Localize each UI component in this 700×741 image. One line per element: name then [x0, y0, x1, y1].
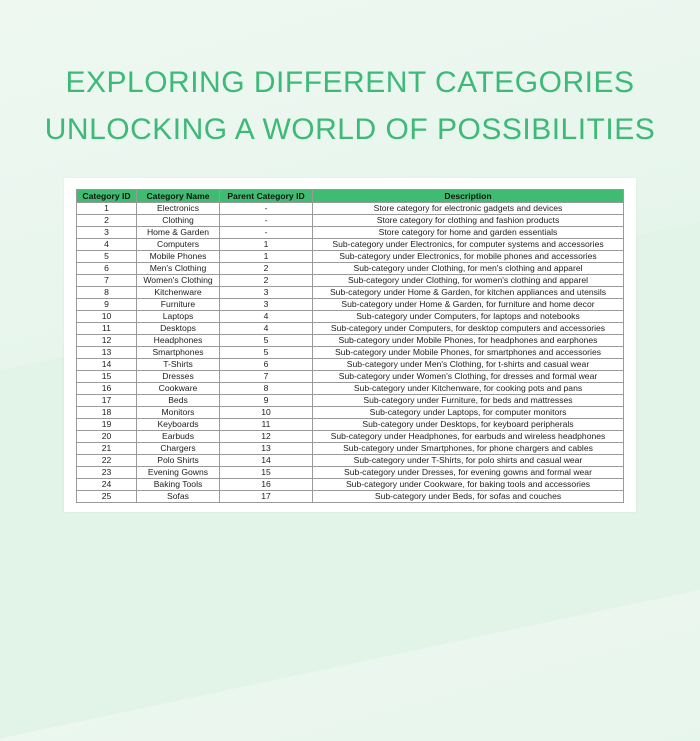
- table-row: [77, 371, 624, 383]
- cell-parent-category-id: 15: [220, 467, 313, 479]
- cell-category-id: 13: [77, 347, 137, 359]
- cell-category-name: Clothing: [137, 215, 220, 227]
- cell-description: Sub-category under Computers, for laptops and notebooks: [313, 311, 624, 323]
- table-row: [77, 275, 624, 287]
- cell-parent-category-id: 11: [220, 419, 313, 431]
- cell-parent-category-id: 4: [220, 311, 313, 323]
- cell-category-name: Polo Shirts: [137, 455, 220, 467]
- cell-parent-category-id: 14: [220, 455, 313, 467]
- cell-category-id: 25: [77, 491, 137, 503]
- category-table: [76, 189, 624, 503]
- cell-category-name: Electronics: [137, 203, 220, 215]
- cell-description: Sub-category under Computers, for desktop computers and accessories: [313, 323, 624, 335]
- cell-category-name: Laptops: [137, 311, 220, 323]
- cell-category-id: 24: [77, 479, 137, 491]
- cell-description: Sub-category under Women's Clothing, for dresses and formal wear: [313, 371, 624, 383]
- cell-category-id: 14: [77, 359, 137, 371]
- cell-category-name: Smartphones: [137, 347, 220, 359]
- cell-category-id: 10: [77, 311, 137, 323]
- cell-description: Sub-category under Clothing, for women's clothing and apparel: [313, 275, 624, 287]
- table-row: [77, 227, 624, 239]
- table-header-row: [77, 190, 624, 203]
- table-row: [77, 359, 624, 371]
- cell-category-id: 16: [77, 383, 137, 395]
- cell-category-id: 6: [77, 263, 137, 275]
- cell-category-name: Monitors: [137, 407, 220, 419]
- table-row: [77, 443, 624, 455]
- cell-description: Store category for clothing and fashion products: [313, 215, 624, 227]
- cell-description: Sub-category under Men's Clothing, for t-shirts and casual wear: [313, 359, 624, 371]
- table-row: [77, 239, 624, 251]
- cell-description: Sub-category under Mobile Phones, for smartphones and accessories: [313, 347, 624, 359]
- cell-description: Sub-category under Electronics, for computer systems and accessories: [313, 239, 624, 251]
- cell-parent-category-id: 1: [220, 251, 313, 263]
- cell-category-id: 21: [77, 443, 137, 455]
- table-row: [77, 467, 624, 479]
- table-row: [77, 299, 624, 311]
- cell-description: Sub-category under Beds, for sofas and couches: [313, 491, 624, 503]
- table-body: [77, 203, 624, 503]
- cell-category-id: 18: [77, 407, 137, 419]
- cell-parent-category-id: 16: [220, 479, 313, 491]
- cell-category-name: Mobile Phones: [137, 251, 220, 263]
- page-subtitle: UNLOCKING A WORLD OF POSSIBILITIES: [44, 113, 656, 146]
- cell-parent-category-id: 2: [220, 275, 313, 287]
- table-row: [77, 479, 624, 491]
- cell-parent-category-id: 8: [220, 383, 313, 395]
- cell-description: Sub-category under Mobile Phones, for headphones and earphones: [313, 335, 624, 347]
- cell-category-name: Women's Clothing: [137, 275, 220, 287]
- header-category-name: Category Name: [137, 190, 220, 203]
- cell-category-id: 2: [77, 215, 137, 227]
- cell-category-id: 17: [77, 395, 137, 407]
- table-row: [77, 215, 624, 227]
- cell-description: Sub-category under Dresses, for evening gowns and formal wear: [313, 467, 624, 479]
- cell-category-id: 11: [77, 323, 137, 335]
- cell-category-name: Computers: [137, 239, 220, 251]
- cell-parent-category-id: 4: [220, 323, 313, 335]
- cell-category-name: Headphones: [137, 335, 220, 347]
- spreadsheet-sheet: [64, 178, 636, 512]
- cell-category-id: 19: [77, 419, 137, 431]
- cell-parent-category-id: 9: [220, 395, 313, 407]
- cell-category-id: 5: [77, 251, 137, 263]
- header-parent-category-id: Parent Category ID: [220, 190, 313, 203]
- cell-category-id: 15: [77, 371, 137, 383]
- table-row: [77, 431, 624, 443]
- cell-description: Sub-category under Laptops, for computer monitors: [313, 407, 624, 419]
- cell-parent-category-id: 12: [220, 431, 313, 443]
- cell-category-name: Cookware: [137, 383, 220, 395]
- cell-parent-category-id: 5: [220, 347, 313, 359]
- cell-category-id: 22: [77, 455, 137, 467]
- table-row: [77, 383, 624, 395]
- cell-parent-category-id: 17: [220, 491, 313, 503]
- cell-parent-category-id: 1: [220, 239, 313, 251]
- cell-description: Sub-category under Headphones, for earbuds and wireless headphones: [313, 431, 624, 443]
- cell-category-id: 8: [77, 287, 137, 299]
- table-row: [77, 251, 624, 263]
- cell-parent-category-id: 3: [220, 299, 313, 311]
- cell-category-id: 1: [77, 203, 137, 215]
- cell-parent-category-id: 7: [220, 371, 313, 383]
- table-row: [77, 311, 624, 323]
- cell-category-name: Baking Tools: [137, 479, 220, 491]
- cell-description: Sub-category under Smartphones, for phone chargers and cables: [313, 443, 624, 455]
- cell-category-name: Men's Clothing: [137, 263, 220, 275]
- cell-category-id: 20: [77, 431, 137, 443]
- table-row: [77, 263, 624, 275]
- cell-description: Store category for electronic gadgets and devices: [313, 203, 624, 215]
- cell-category-name: Furniture: [137, 299, 220, 311]
- table-row: [77, 491, 624, 503]
- cell-description: Sub-category under Home & Garden, for furniture and home decor: [313, 299, 624, 311]
- cell-parent-category-id: 3: [220, 287, 313, 299]
- cell-parent-category-id: 2: [220, 263, 313, 275]
- cell-description: Sub-category under Electronics, for mobile phones and accessories: [313, 251, 624, 263]
- cell-parent-category-id: -: [220, 215, 313, 227]
- cell-category-name: T-Shirts: [137, 359, 220, 371]
- table-row: [77, 395, 624, 407]
- cell-description: Sub-category under Furniture, for beds and mattresses: [313, 395, 624, 407]
- cell-category-name: Desktops: [137, 323, 220, 335]
- cell-category-id: 7: [77, 275, 137, 287]
- cell-category-id: 23: [77, 467, 137, 479]
- cell-category-name: Kitchenware: [137, 287, 220, 299]
- table-row: [77, 323, 624, 335]
- cell-category-name: Dresses: [137, 371, 220, 383]
- table-row: [77, 335, 624, 347]
- cell-parent-category-id: 10: [220, 407, 313, 419]
- cell-category-name: Home & Garden: [137, 227, 220, 239]
- table-row: [77, 407, 624, 419]
- table-row: [77, 419, 624, 431]
- cell-description: Sub-category under Home & Garden, for kitchen appliances and utensils: [313, 287, 624, 299]
- cell-category-id: 12: [77, 335, 137, 347]
- cell-category-id: 4: [77, 239, 137, 251]
- cell-description: Sub-category under Kitchenware, for cooking pots and pans: [313, 383, 624, 395]
- page-title: EXPLORING DIFFERENT CATEGORIES: [65, 66, 635, 99]
- cell-description: Sub-category under T-Shirts, for polo shirts and casual wear: [313, 455, 624, 467]
- cell-description: Sub-category under Clothing, for men's clothing and apparel: [313, 263, 624, 275]
- cell-parent-category-id: 13: [220, 443, 313, 455]
- cell-parent-category-id: 5: [220, 335, 313, 347]
- cell-parent-category-id: -: [220, 227, 313, 239]
- cell-category-id: 9: [77, 299, 137, 311]
- table-row: [77, 203, 624, 215]
- header-description: Description: [313, 190, 624, 203]
- cell-description: Sub-category under Desktops, for keyboard peripherals: [313, 419, 624, 431]
- table-row: [77, 455, 624, 467]
- cell-description: Sub-category under Cookware, for baking tools and accessories: [313, 479, 624, 491]
- cell-description: Store category for home and garden essentials: [313, 227, 624, 239]
- cell-parent-category-id: -: [220, 203, 313, 215]
- cell-category-id: 3: [77, 227, 137, 239]
- table-row: [77, 287, 624, 299]
- cell-category-name: Chargers: [137, 443, 220, 455]
- cell-category-name: Evening Gowns: [137, 467, 220, 479]
- cell-parent-category-id: 6: [220, 359, 313, 371]
- cell-category-name: Sofas: [137, 491, 220, 503]
- cell-category-name: Earbuds: [137, 431, 220, 443]
- cell-category-name: Beds: [137, 395, 220, 407]
- header-category-id: Category ID: [77, 190, 137, 203]
- table-row: [77, 347, 624, 359]
- cell-category-name: Keyboards: [137, 419, 220, 431]
